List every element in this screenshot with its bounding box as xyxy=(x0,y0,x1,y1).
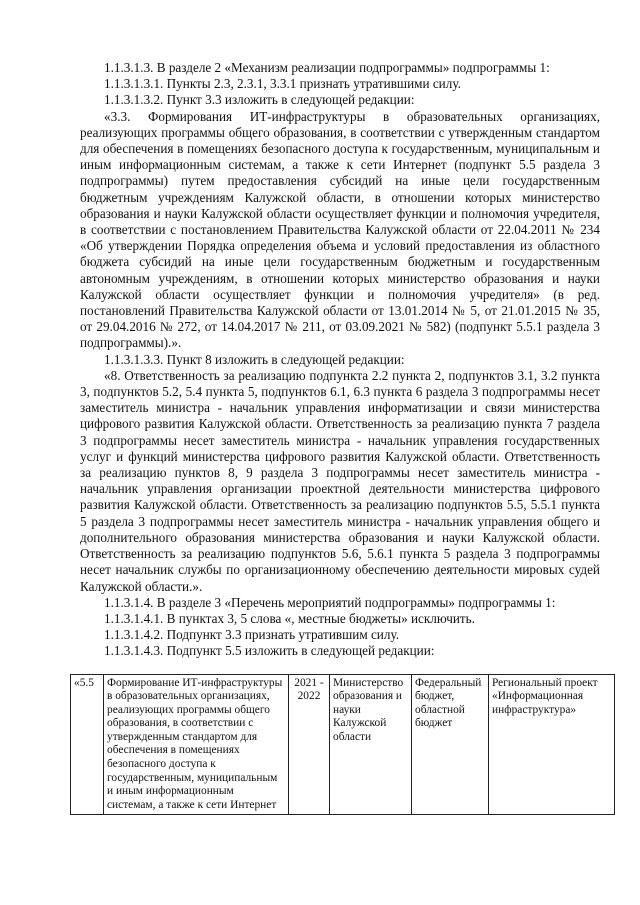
paragraph-1-1-3-1-4-2: 1.1.3.1.4.2. Подпункт 3.3 признать утратившим силу. xyxy=(104,627,400,643)
paragraph-quote-8: «8. Ответственность за реализацию подпункта 2.2 пункта 2, подпунктов 3.1, 3.2 пункта 3, подпунктов 5.2, 5.4 пункта 5, подпунктов 6.1, 6.3 пункта 6 раздела 3 подпрограммы несет заместитель министра - начальник управления информатизации и связи министерства цифрового развития Калужской области. Ответственность за реализацию пункта 7 раздела 3 подпрограммы несет заместитель министра - начальник управления государственных услуг и функций министерства цифрового развития Калужской области. Ответственность за реализацию пунктов 8, 9 раздела 3 подпрограммы несет заместитель министра - начальник управления организации проектной деятельности министерства цифрового развития Калужской области. Ответственность за реализацию подпунктов 5.5, 5.5.1 пункта 5 раздела 3 подпрограммы несет заместитель министра - начальник управления общего и дополнительного образования министерства образования и науки Калужской области. Ответственность за реализацию подпунктов 5.6, 5.6.1 пункта 5 раздела 3 подпрограммы несет начальник службы по организационному обеспечению деятельности мировых судей Калужской области.». xyxy=(80,367,600,594)
paragraph-1-1-3-1-4-3: 1.1.3.1.4.3. Подпункт 5.5 изложить в следующей редакции: xyxy=(104,643,435,659)
measures-table xyxy=(70,674,615,816)
paragraph-1-1-3-1-4-1: 1.1.3.1.4.1. В пунктах 3, 5 слова «, местные бюджеты» исключить. xyxy=(104,610,475,626)
cell-years: 2021 - 2022 xyxy=(289,674,330,815)
paragraph-quote-3-3: «3.3. Формирования ИТ-инфраструктуры в образовательных организациях, реализующих программы общего образования, в соответствии с утвержденным стандартом для обеспечения в помещениях безопасного доступа к государственным, муниципальным и иным информационным системам, а также к сети Интернет (подпункт 5.5 раздела 3 подпрограммы) путем предоставления субсидий на иные цели государственным бюджетным учреждениям Калужской области, в отношении которых министерство образования и науки Калужской области осуществляет функции и полномочия учредителя, в соответствии с постановлением Правительства Калужской области от 22.04.2011 № 234 «Об утверждении Порядка определения объема и условий предоставления из областного бюджета субсидий на иные цели государственным бюджетным и государственным автономным учреждениям, в отношении которых министерство образования и науки Калужской области осуществляет функции и полномочия учредителя» (в ред. постановлений Правительства Калужской области от 13.01.2014 № 5, от 21.01.2015 № 35, от 29.04.2016 № 272, от 14.04.2017 № 211, от 03.09.2021 № 582) (подпункт 5.5.1 раздела 3 подпрограммы).». xyxy=(80,108,600,351)
paragraph-1-1-3-1-3-1: 1.1.3.1.3.1. Пункты 2.3, 2.3.1, 3.3.1 признать утратившими силу. xyxy=(104,76,461,92)
paragraph-1-1-3-1-4: 1.1.3.1.4. В разделе 3 «Перечень мероприятий подпрограммы» подпрограммы 1: xyxy=(104,594,556,610)
cell-regional-project: Региональный проект «Информационная инфраструктура» xyxy=(489,674,615,815)
paragraph-1-1-3-1-3: 1.1.3.1.3. В разделе 2 «Механизм реализации подпрограммы» подпрограммы 1: xyxy=(104,60,550,75)
table-row xyxy=(71,674,615,815)
paragraph-1-1-3-1-3-2: 1.1.3.1.3.2. Пункт 3.3 изложить в следующей редакции: xyxy=(104,92,415,108)
cell-measure-name: Формирование ИТ-инфраструктуры в образовательных организациях, реализующих программы общего образования, в соответствии с утвержденным стандартом для обеспечения в помещениях безопасного доступа к государственным, муниципальным и иным информационным системам, а также к сети Интернет xyxy=(104,674,289,815)
paragraph-1-1-3-1-3-3: 1.1.3.1.3.3. Пункт 8 изложить в следующей редакции: xyxy=(104,351,405,367)
cell-executor: Министерство образования и науки Калужской области xyxy=(330,674,412,815)
cell-funding-sources: Федеральный бюджет, областной бюджет xyxy=(412,674,489,815)
cell-number: «5.5 xyxy=(71,674,104,815)
